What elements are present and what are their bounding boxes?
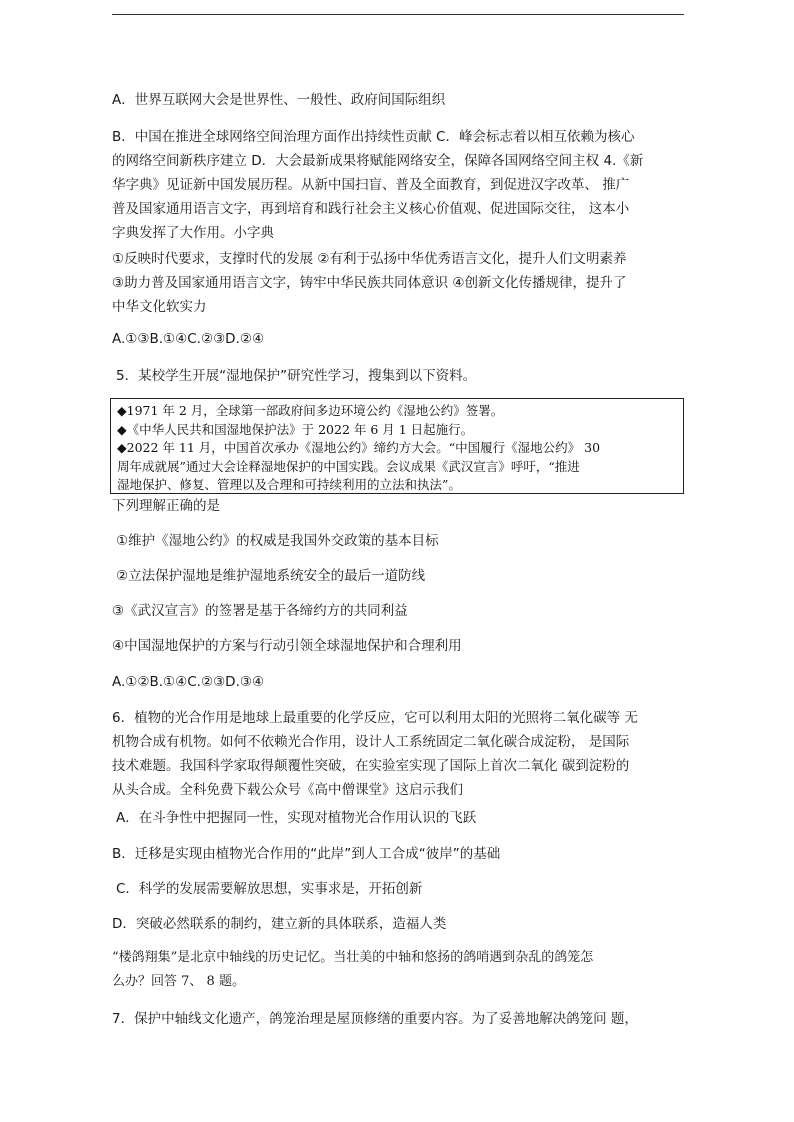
passage-line-1: “楼鸽翔集”是北京中轴线的历史记忆。当壮美的中轴和悠扬的鸽哨遇到杂乱的鸽笼怎: [112, 950, 594, 965]
q6-option-d: D．突破必然联系的制约，建立新的具体联系，造福人类: [112, 916, 447, 932]
q4-option-b-line-4: 普及国家通用语言文字，再到培育和践行社会主义核心价值观、促进国际交往， 这本小: [112, 201, 630, 217]
q6-stem-line-2: 机物合成有机物。如何不依赖光合作用，设计人工系统固定二氧化碳合成淀粉， 是国际: [112, 734, 630, 750]
q5-material-line-1: ◆1971 年 2 月，全球第一部政府间多边环境公约《湿地公约》签署。: [117, 403, 504, 418]
q6-option-a: A．在斗争性中把握同一性，实现对植物光合作用认识的飞跃: [116, 810, 477, 826]
q6-option-b: B．迁移是实现由植物光合作用的“此岸”到人工合成“彼岸”的基础: [112, 846, 501, 862]
q6-stem-line-3: 技术难题。我国科学家取得颠覆性突破，在实验室实现了国际上首次二氧化 碳到淀粉的: [112, 758, 630, 774]
q5-statement-1: ①维护《湿地公约》的权威是我国外交政策的基本目标: [116, 533, 439, 549]
q5-material-line-5: 湿地保护、修复、管理以及合理和可持续利用的立法和执法”。: [117, 477, 461, 492]
q4-option-b-line-2: 的网络空间新秩序建立 D．大会最新成果将赋能网络安全，保障各国网络空间主权 4.《新: [112, 153, 644, 169]
q6-stem-line-1: 6．植物的光合作用是地球上最重要的化学反应，它可以利用太阳的光照将二氧化碳等 无: [112, 710, 638, 726]
q4-statements-line-3: 中华文化软实力: [112, 299, 207, 315]
q4-statements-line-2: ③助力普及国家通用语言文字，铸牢中华民族共同体意识 ④创新文化传播规律，提升了: [112, 275, 627, 291]
passage-line-2: 么办？回答 7、 8 题。: [112, 974, 245, 989]
q7-stem: 7．保护中轴线文化遗产，鸽笼治理是屋顶修缮的重要内容。为了妥善地解决鸽笼问 题，: [112, 1011, 638, 1027]
q5-choices: A.①②B.①④C.②③D.③④: [112, 674, 265, 690]
q5-material-box: [110, 398, 684, 494]
q5-material-line-2: ◆《中华人民共和国湿地保护法》于 2022 年 6 月 1 日起施行。: [117, 421, 474, 437]
q5-stem: 5．某校学生开展“湿地保护”研究性学习，搜集到以下资料。: [116, 368, 477, 384]
q4-statements-line-1: ①反映时代要求，支撑时代的发展 ②有利于弘扬中华优秀语言文化，提升人们文明素养: [112, 251, 627, 267]
q4-choices: A.①③B.①④C.②③D.②④: [112, 331, 265, 347]
header-rule: [112, 14, 684, 15]
q5-statement-2: ②立法保护湿地是维护湿地系统安全的最后一道防线: [116, 568, 426, 584]
q4-option-b-line-3: 华字典》见证新中国发展历程。从新中国扫盲、普及全面教育，到促进汉字改革、 推广: [112, 177, 630, 193]
q6-option-c: C．科学的发展需要解放思想，实事求是，开拓创新: [116, 881, 423, 897]
q6-stem-line-4: 从头合成。全科免费下载公众号《高中僧课堂》这启示我们: [112, 782, 463, 798]
q4-option-b-line-5: 字典发挥了大作用。小字典: [112, 225, 274, 241]
q5-material-line-4: 周年成就展”通过大会诠释湿地保护的中国实践。会议成果《武汉宣言》呼吁，“推进: [117, 458, 580, 474]
q5-statement-4: ④中国湿地保护的方案与行动引领全球湿地保护和合理利用: [112, 638, 462, 654]
q5-material-line-3: ◆2022 年 11 月，中国首次承办《湿地公约》缔约方大会。“中国履行《湿地公约》 30: [117, 440, 601, 455]
q4-option-b-line-1: B．中国在推进全球网络空间治理方面作出持续性贡献 C．峰会标志着以相互依赖为核心: [112, 129, 635, 145]
q5-prompt: 下列理解正确的是: [112, 498, 220, 514]
q4-option-a: A．世界互联网大会是世界性、一般性、政府间国际组织: [112, 92, 446, 108]
q5-statement-3: ③《武汉宣言》的签署是基于各缔约方的共同利益: [112, 603, 408, 619]
